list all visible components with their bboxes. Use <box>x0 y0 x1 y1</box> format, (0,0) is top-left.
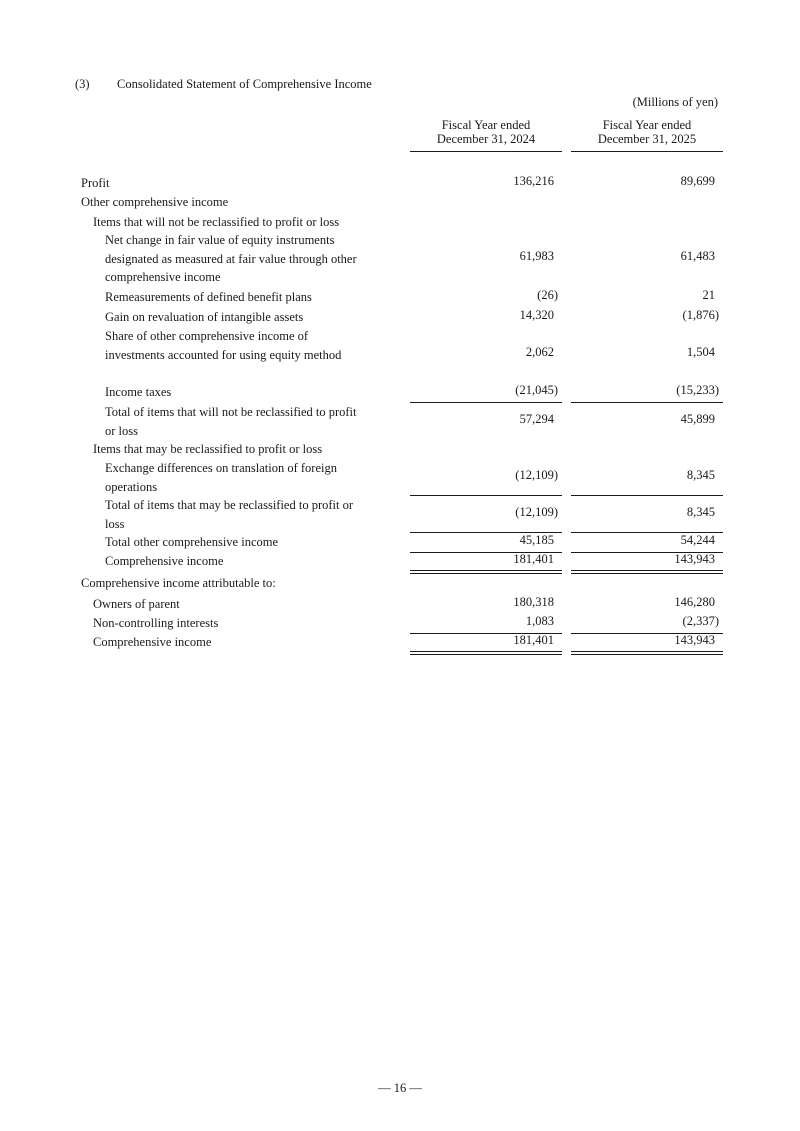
row-label: Total of items that will not be reclassified to profit or loss <box>105 405 357 438</box>
total-double-rule <box>571 651 723 655</box>
value-fy2025: (1,876) <box>682 308 719 322</box>
row-label: Net change in fair value of equity instruments designated as measured at fair value through other comprehensive income <box>105 233 357 284</box>
row-label: Non-controlling interests <box>93 616 219 630</box>
table-row <box>0 231 800 288</box>
row-label: Gain on revaluation of intangible assets <box>105 310 304 324</box>
table-row <box>0 496 800 532</box>
value-fy2025: 21 <box>702 288 715 302</box>
value-fy2025: 143,943 <box>674 552 715 566</box>
row-label: Remeasurements of defined benefit plans <box>105 290 312 304</box>
value-fy2025: 61,483 <box>680 249 715 263</box>
value-fy2024: 136,216 <box>513 174 554 188</box>
value-fy2025: 146,280 <box>674 595 715 609</box>
table-row <box>0 383 800 402</box>
row-label: Items that may be reclassified to profit or loss <box>93 442 323 456</box>
value-fy2024: 57,294 <box>519 412 554 426</box>
table-row <box>0 213 800 232</box>
table-row <box>0 459 800 495</box>
row-label: Share of other comprehensive income of investments accounted for using equity method <box>105 329 342 362</box>
section-number: (3) <box>75 77 90 91</box>
value-fy2024: 61,983 <box>519 249 554 263</box>
value-fy2025: 8,345 <box>686 505 715 519</box>
row-label: Comprehensive income <box>105 554 224 568</box>
table-row <box>0 552 800 571</box>
table-row <box>0 174 800 193</box>
value-fy2025: 1,504 <box>686 345 715 359</box>
value-fy2025: 143,943 <box>674 633 715 647</box>
table-row <box>0 403 800 441</box>
row-label: Total of items that may be reclassified to profit or loss <box>105 498 354 531</box>
table-row <box>0 193 800 214</box>
units-note: (Millions of yen) <box>632 95 718 109</box>
value-fy2025: (15,233) <box>676 383 719 397</box>
table-row <box>0 308 800 327</box>
value-fy2025: (2,337) <box>682 614 719 628</box>
row-label: Comprehensive income <box>93 635 212 649</box>
table-row <box>0 574 800 595</box>
statement-table <box>0 171 800 649</box>
value-fy2024: 1,083 <box>525 614 554 628</box>
column-header-line: Fiscal Year ended <box>441 118 531 132</box>
table-row <box>0 288 800 307</box>
value-fy2024: (12,109) <box>515 468 558 482</box>
row-label: Exchange differences on translation of foreign operations <box>105 461 337 494</box>
value-fy2024: (12,109) <box>515 505 558 519</box>
value-fy2024: 180,318 <box>513 595 554 609</box>
table-row <box>0 440 800 459</box>
column-header-fy2024 <box>410 118 562 152</box>
column-header-fy2025 <box>571 118 723 152</box>
table-row <box>0 595 800 614</box>
section-title: Consolidated Statement of Comprehensive Income <box>117 77 372 91</box>
value-fy2024: 14,320 <box>519 308 554 322</box>
table-row <box>0 533 800 552</box>
page-number: — 16 — <box>378 1081 422 1095</box>
value-fy2024: (21,045) <box>515 383 558 397</box>
row-label: Comprehensive income attributable to: <box>81 576 276 590</box>
value-fy2024: 181,401 <box>513 552 554 566</box>
row-label: Other comprehensive income <box>81 195 229 209</box>
table-row <box>0 614 800 633</box>
value-fy2025: 89,699 <box>680 174 715 188</box>
row-label: Total other comprehensive income <box>105 535 279 549</box>
value-fy2024: 2,062 <box>525 345 554 359</box>
table-row <box>0 633 800 652</box>
value-fy2024: 45,185 <box>519 533 554 547</box>
value-fy2024: (26) <box>537 288 558 302</box>
column-header-line: Fiscal Year ended <box>602 118 692 132</box>
value-fy2025: 54,244 <box>680 533 715 547</box>
row-label: Owners of parent <box>93 597 180 611</box>
row-label: Items that will not be reclassified to profit or loss <box>93 215 340 229</box>
value-fy2025: 8,345 <box>686 468 715 482</box>
row-label: Income taxes <box>105 385 172 399</box>
table-row <box>0 327 800 384</box>
value-fy2025: 45,899 <box>680 412 715 426</box>
column-header-line: December 31, 2024 <box>436 132 536 146</box>
total-double-rule <box>410 651 562 655</box>
value-fy2024: 181,401 <box>513 633 554 647</box>
row-label: Profit <box>81 176 110 190</box>
column-header-line: December 31, 2025 <box>597 132 697 146</box>
